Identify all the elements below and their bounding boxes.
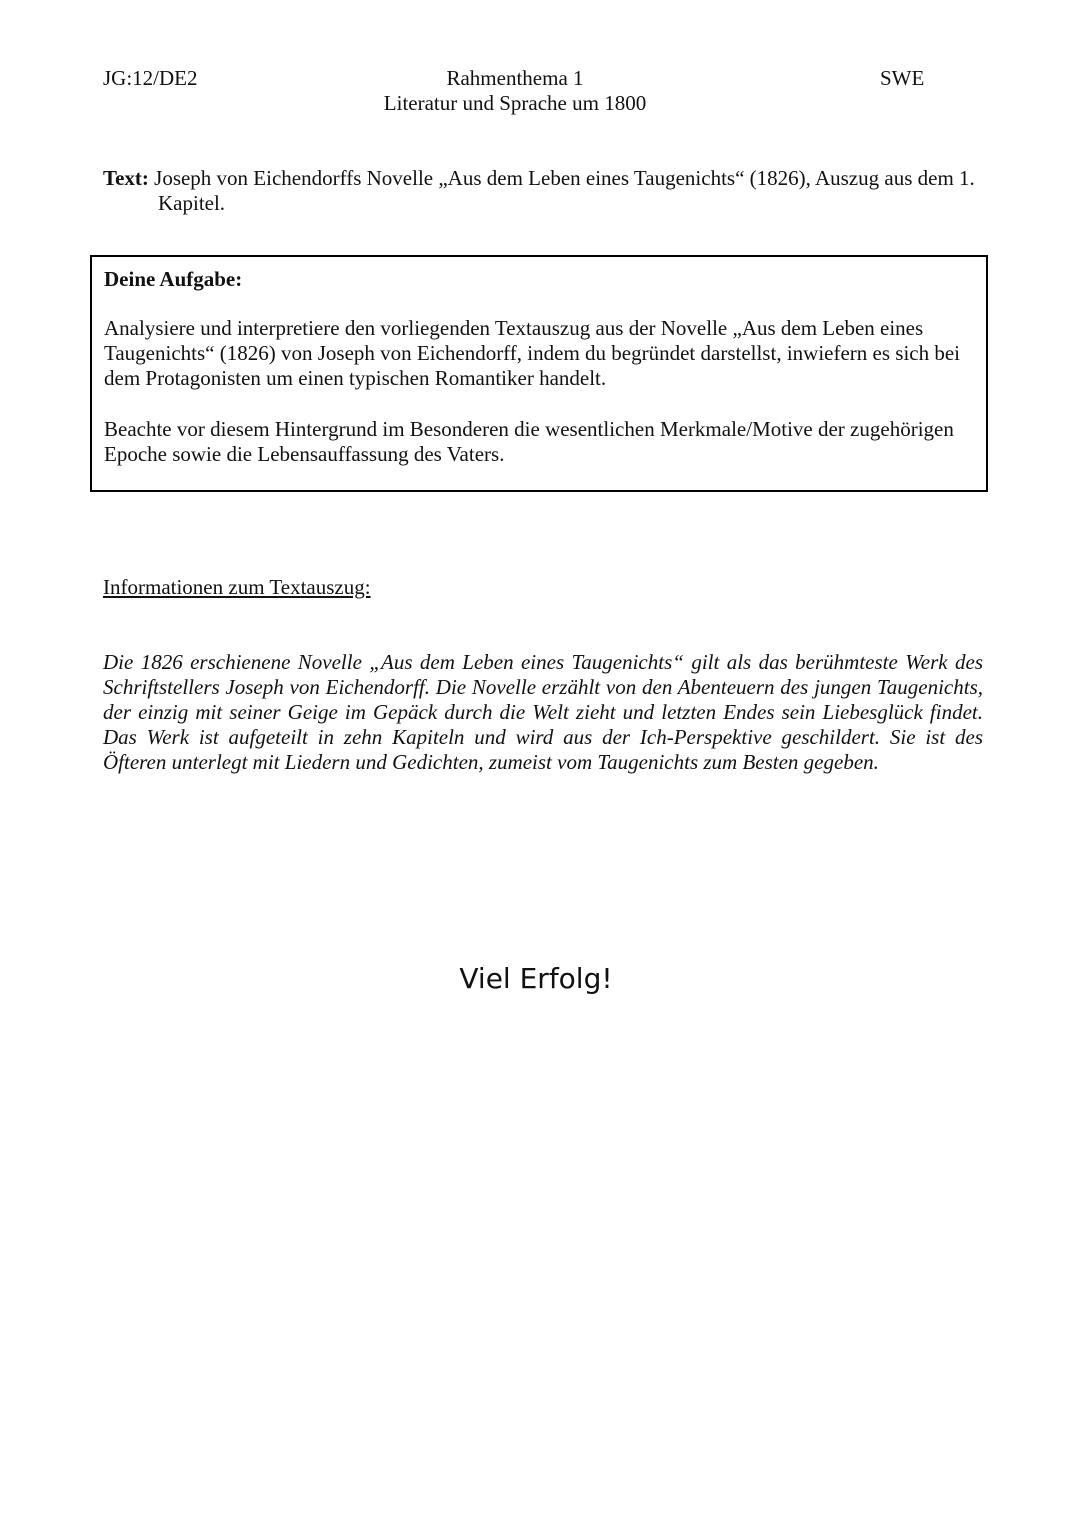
text-label: Text: [103, 166, 149, 190]
header-title-line1: Rahmenthema 1 [446, 66, 584, 90]
task-paragraph-1: Analysiere und interpretiere den vorliegenden Textauszug aus der Novelle „Aus dem Leben eines Taugenichts“ (1826) von Joseph von Eichendorff, indem du begründet darstellst, inwiefern es sich bei dem Protagonisten um einen typischen Romantiker handelt. [104, 316, 961, 390]
task-paragraph-2: Beachte vor diesem Hintergrund im Besonderen die wesentlichen Merkmale/Motive der zugehörigen Epoche sowie die Lebensauffassung des Vaters. [104, 417, 954, 466]
header-title [0, 66, 1030, 116]
closing-message: Viel Erfolg! [459, 962, 613, 995]
task-title: Deine Aufgabe: [104, 267, 243, 291]
text-value: Joseph von Eichendorffs Novelle „Aus dem Leben eines Taugenichts“ (1826), Auszug aus dem 1. Kapitel. [154, 166, 975, 215]
info-heading: Informationen zum Textauszug: [103, 575, 371, 599]
teacher-code: SWE [880, 66, 925, 90]
text-source [103, 166, 1018, 216]
header-title-line2: Literatur und Sprache um 1800 [383, 91, 647, 115]
task-box [90, 255, 988, 492]
course-code: JG:12/DE2 [103, 66, 198, 90]
info-text: Die 1826 erschienene Novelle „Aus dem Leben eines Taugenichts“ gilt als das berühmteste Werk des Schriftstellers Joseph von Eichendorff. Die Novelle erzählt von den Abenteuern des jungen Taugenichts, der einzig mit seiner Geige im Gepäck durch die Welt zieht und letzten Endes sein Liebesglück findet. Das Werk ist aufgeteilt in zehn Kapiteln und wird aus der Ich-Perspektive geschildert. Sie ist des Öfteren unterlegt mit Liedern und Gedichten, zumeist vom Taugenichts zum Besten gegeben. [103, 650, 983, 774]
